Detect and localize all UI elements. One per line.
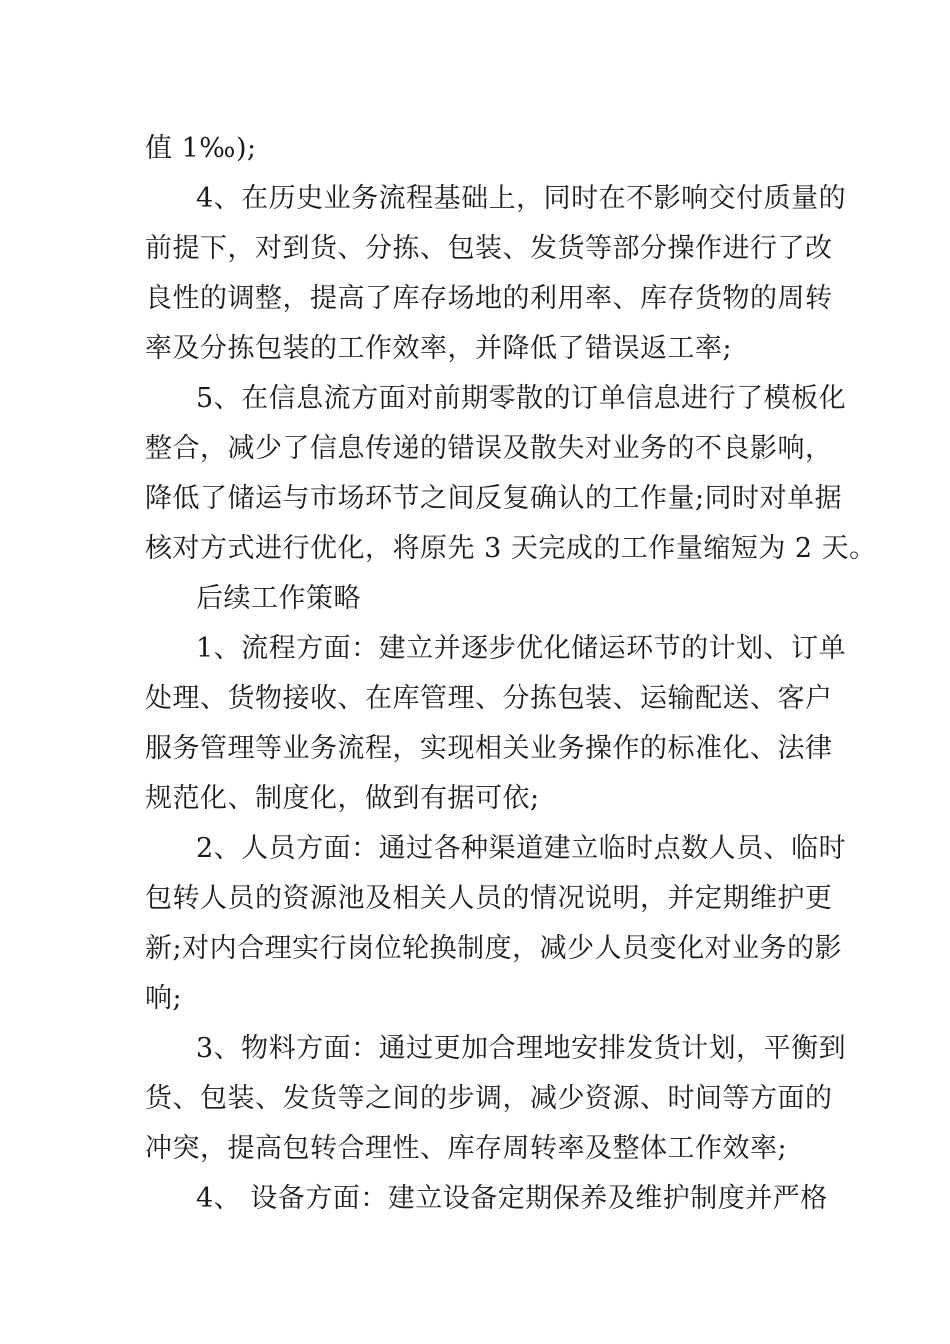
text-line: 2、人员方面：通过各种渠道建立临时点数人员、临时 [196, 833, 847, 864]
text-line: 冲突，提高包转合理性、库存周转率及整体工作效率; [145, 1133, 788, 1164]
text-line: 4、 设备方面：建立设备定期保养及维护制度并严格 [196, 1183, 828, 1214]
text-line: 核对方式进行优化，将原先 3 天完成的工作量缩短为 2 天。 [145, 533, 877, 564]
text-line: 1、流程方面：建立并逐步优化储运环节的计划、订单 [196, 633, 847, 664]
text-line: 3、物料方面：通过更加合理地安排发货计划，平衡到 [196, 1033, 847, 1064]
text-line: 降低了储运与市场环节之间反复确认的工作量;同时对单据 [145, 483, 843, 514]
text-line: 货、包装、发货等之间的步调，减少资源、时间等方面的 [145, 1083, 833, 1114]
text-line: 5、在信息流方面对前期零散的订单信息进行了模板化 [196, 383, 847, 414]
text-line: 前提下，对到货、分拣、包装、发货等部分操作进行了改 [145, 233, 833, 264]
section-heading: 后续工作策略 [196, 583, 361, 614]
text-line: 值 1‰); [145, 133, 257, 164]
text-line: 新;对内合理实行岗位轮换制度，减少人员变化对业务的影 [145, 933, 843, 964]
text-line: 良性的调整，提高了库存场地的利用率、库存货物的周转 [145, 283, 833, 314]
text-line: 响; [145, 983, 183, 1014]
text-line: 整合，减少了信息传递的错误及散失对业务的不良影响， [145, 433, 833, 464]
text-line: 处理、货物接收、在库管理、分拣包装、运输配送、客户 [145, 683, 833, 714]
text-line: 4、在历史业务流程基础上，同时在不影响交付质量的 [196, 183, 847, 214]
text-line: 服务管理等业务流程，实现相关业务操作的标准化、法律 [145, 733, 833, 764]
text-line: 率及分拣包装的工作效率，并降低了错误返工率; [145, 333, 733, 364]
text-line: 包转人员的资源池及相关人员的情况说明，并定期维护更 [145, 883, 833, 914]
text-line: 规范化、制度化，做到有据可依; [145, 783, 540, 814]
